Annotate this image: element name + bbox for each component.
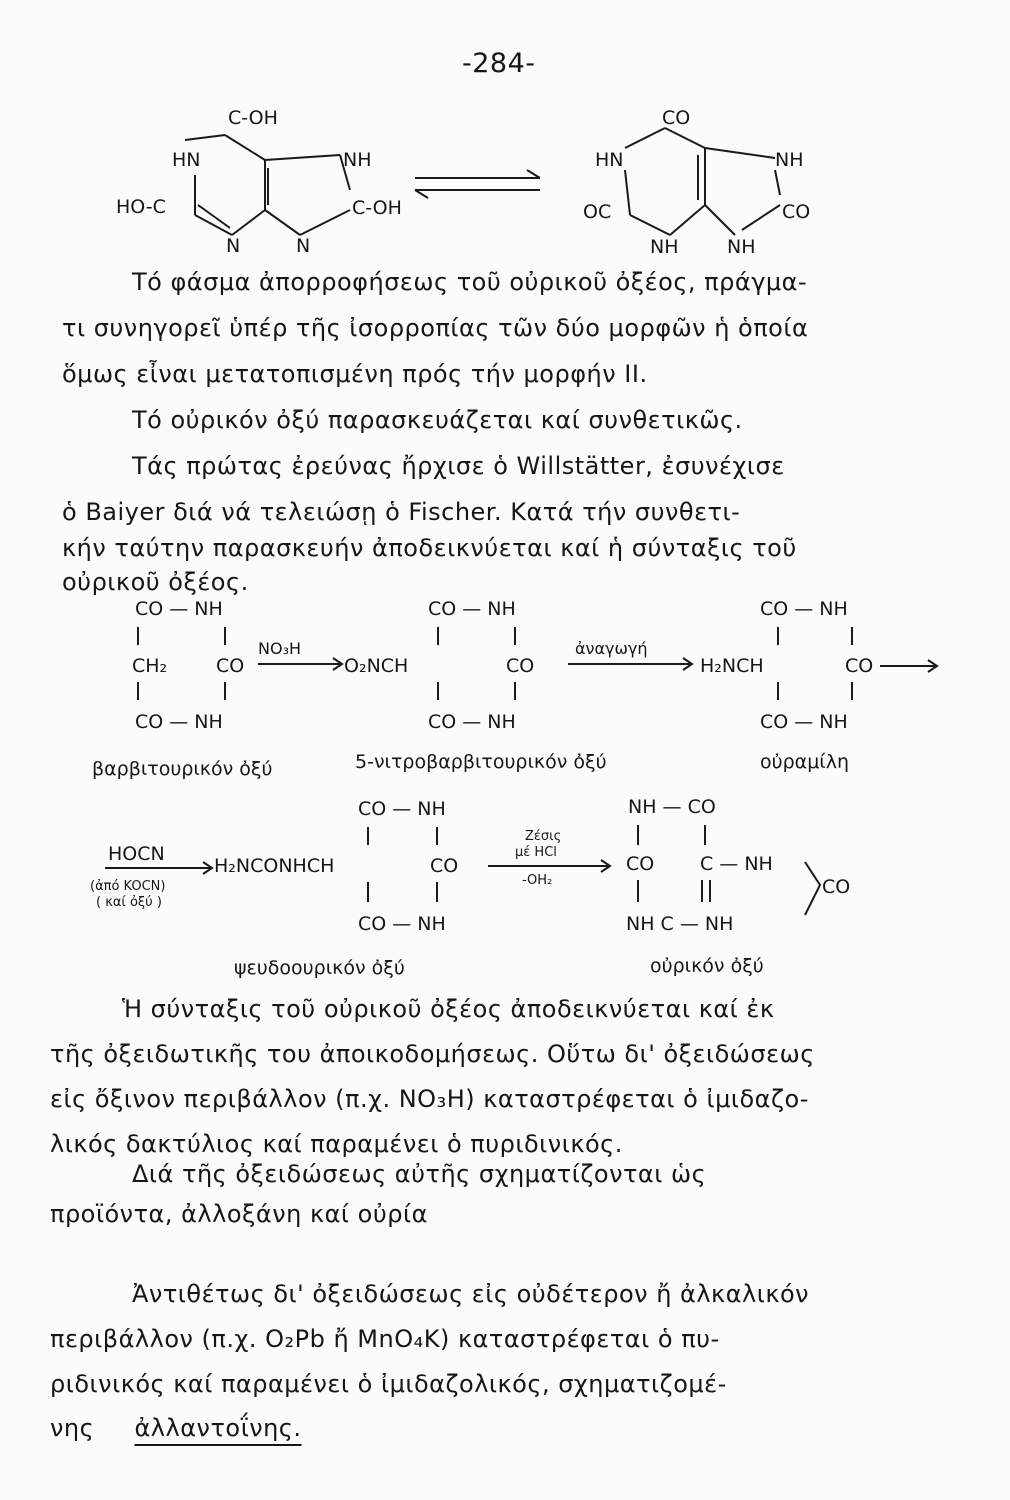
name-pseudouric-acid: ψευδοουρικόν ὀξύ [234, 957, 405, 979]
atom-n-bottom-left: N [226, 235, 241, 257]
s1-co-mid: CO [216, 655, 245, 677]
allantoin-underlined: ἀλλαντοΐνης. [134, 1414, 302, 1442]
p2-line-2: Τάς πρώτας ἐρεύνας ἤρχισε ὁ Willstätter, ἐσυνέχισε [132, 452, 785, 480]
atom-oc-left: OC [583, 201, 612, 223]
p1-line-2: τι συνηγορεῖ ὑπέρ τῆς ἰσορροπίας τῶν δύο μορφῶν ἡ ὁποία [62, 314, 809, 342]
atom-c-oh-right: C-OH [352, 197, 402, 219]
page-number: -284- [462, 48, 536, 79]
atom-hn-left: HN [172, 149, 201, 171]
p5-line-2: περιβάλλον (π.χ. O₂Pb ἤ MnO₄K) καταστρέφεται ὁ πυ- [50, 1325, 720, 1353]
s2-uric-nh-c-nh: NH C — NH [626, 913, 734, 935]
reagent-nitric-acid: NO₃H [258, 639, 302, 658]
atom-hn-left-ii: HN [595, 149, 624, 171]
atom-n-bottom-right: N [296, 235, 311, 257]
p3-line-2: τῆς ὀξειδωτικῆς του ἀποικοδομήσεως. Οὕτω δι' ὀξειδώσεως [50, 1040, 815, 1068]
s2-pseudo-co: CO [430, 855, 459, 877]
s2-h2nconhch: H₂NCONHCH [214, 855, 335, 877]
s1-uramil-co: CO [845, 655, 874, 677]
s1-nitro-co: CO [506, 655, 535, 677]
s1-ch2: CH₂ [132, 655, 168, 677]
s2-uric-c-nh: C — NH [700, 853, 773, 875]
s2-uric-co-right: CO [822, 876, 851, 898]
p5-line-4 [50, 1414, 302, 1442]
atom-co-right: CO [782, 201, 811, 223]
atom-ho-c: HO-C [116, 196, 166, 218]
p5-line-4-start: νης [50, 1414, 95, 1442]
condition-hcl: μέ HCl [515, 845, 557, 860]
p4-line-1: Διά τῆς ὀξειδώσεως αὐτῆς σχηματίζονται ὡς [132, 1160, 707, 1188]
p2-line-3: ὁ Baiyer διά νά τελειώσῃ ὁ Fischer. Κατά τήν συνθετι- [62, 498, 741, 526]
p1-line-1: Τό φάσμα ἀπορροφήσεως τοῦ οὐρικοῦ ὀξέος, πράγμα- [132, 268, 808, 296]
name-uric-acid: οὐρικόν ὀξύ [650, 955, 764, 977]
s1-o2nch: O₂NCH [344, 655, 409, 677]
p3-line-1: Ἡ σύνταξις τοῦ οὐρικοῦ ὀξέος ἀποδεικνύεται καί ἐκ [122, 995, 775, 1023]
name-nitrobarbituric-acid: 5-νιτροβαρβιτουρικόν ὀξύ [355, 751, 607, 773]
atom-nh-right: NH [343, 149, 372, 171]
name-barbituric-acid: βαρβιτουρικόν ὀξύ [92, 758, 273, 780]
s2-uric-co: CO [626, 853, 655, 875]
p3-line-4: λικός δακτύλιος καί παραμένει ὁ πυριδινικός. [50, 1130, 623, 1158]
p4-line-2: προϊόντα, ἀλλοξάνη καί οὐρία [50, 1200, 428, 1228]
p5-line-3: ριδινικός καί παραμένει ὁ ἰμιδαζολικός, σχηματιζομέ- [50, 1370, 727, 1398]
atom-nh-bottom-right: NH [727, 236, 756, 258]
s1-uramil-co-nh-bottom: CO — NH [760, 711, 848, 733]
condition-boiling: Ζέσις [525, 829, 562, 844]
s1-nitro-co-nh-bottom: CO — NH [428, 711, 516, 733]
p2-line-1: Τό οὐρικόν ὀξύ παρασκευάζεται καί συνθετικῶς. [132, 406, 743, 434]
reagent-hocn: HOCN [108, 843, 165, 865]
p3-line-3: εἰς ὄξινον περιβάλλον (π.χ. NO₃H) καταστρέφεται ὁ ἰμιδαζο- [50, 1085, 809, 1113]
name-uramil: οὐραμίλη [760, 751, 850, 773]
p2-line-5: οὐρικοῦ ὀξέος. [62, 568, 249, 596]
atom-co-top: CO [662, 107, 691, 129]
p1-line-3: ὅμως εἶναι μετατοπισμένη πρός τήν μορφήν II. [62, 360, 648, 388]
s2-pseudo-co-nh-bottom: CO — NH [358, 913, 446, 935]
atom-nh-right-ii: NH [775, 149, 804, 171]
p2-line-4: κήν ταύτην παρασκευήν ἀποδεικνύεται καί ἡ σύνταξις τοῦ [62, 534, 797, 562]
s1-uramil-co-nh: CO — NH [760, 598, 848, 620]
condition-minus-water: -OH₂ [522, 873, 553, 888]
s1-h2nch: H₂NCH [700, 655, 764, 677]
s2-uric-nh-co: NH — CO [628, 796, 716, 818]
reagent-source-1: (ἀπό KOCN) [90, 879, 166, 894]
s2-pseudo-co-nh: CO — NH [358, 798, 446, 820]
s1-barbituric-co-nh-bottom: CO — NH [135, 711, 223, 733]
reagent-source-2: ( καί ὀξύ ) [96, 895, 162, 910]
s1-nitro-co-nh: CO — NH [428, 598, 516, 620]
reagent-reduction: ἀναγωγή [575, 639, 648, 658]
p5-line-1: Ἀντιθέτως δι' ὀξειδώσεως εἰς οὐδέτερον ἤ ἀλκαλικόν [132, 1280, 810, 1308]
atom-c-oh-top: C-OH [228, 107, 278, 129]
s1-barbituric-co-nh: CO — NH [135, 598, 223, 620]
atom-nh-bottom-left: NH [650, 236, 679, 258]
